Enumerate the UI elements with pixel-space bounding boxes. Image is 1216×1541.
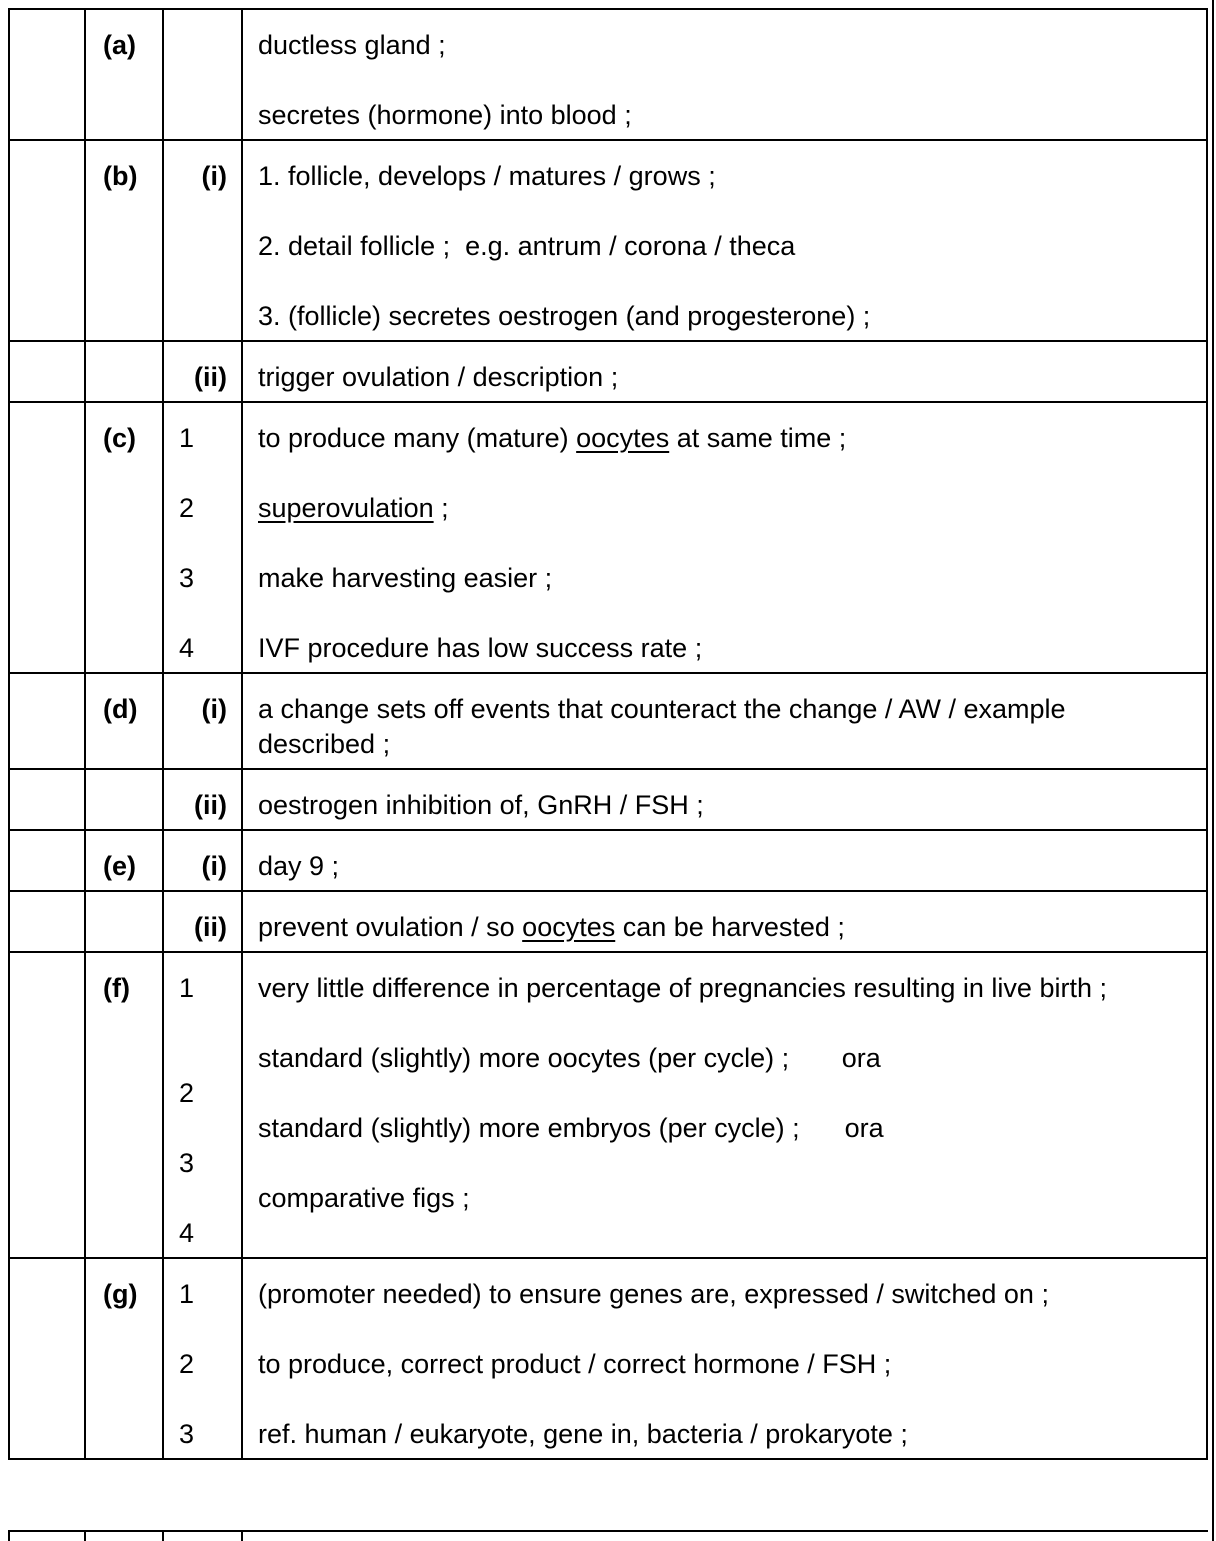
mark-row (9, 402, 1207, 673)
answer-line: to produce, correct product / correct hormone / FSH ; (258, 1349, 892, 1379)
answer-line: secretes (hormone) into blood ; (258, 100, 632, 130)
answer-cell (242, 952, 1207, 1258)
answer-line: prevent ovulation / so oocytes can be harvested ; (258, 912, 845, 942)
part-label: (c) (85, 402, 163, 673)
mark-row (9, 769, 1207, 830)
answer-cell (242, 1258, 1207, 1459)
answer-line: comparative figs ; (258, 1183, 470, 1213)
subpart-label: (ii) (163, 769, 242, 830)
question-number-cell (9, 9, 85, 140)
answer-cell (242, 769, 1207, 830)
continuation-rule (8, 1530, 1208, 1532)
answer-line: superovulation ; (258, 493, 449, 523)
point-number: 2 (179, 493, 195, 523)
mark-row (9, 341, 1207, 402)
answer-line: standard (slightly) more embryos (per cycle) ; ora (258, 1113, 884, 1143)
mark-row (9, 952, 1207, 1258)
point-number: 2 (179, 1349, 195, 1379)
question-number-cell (9, 769, 85, 830)
part-label (85, 769, 163, 830)
answer-line: day 9 ; (258, 851, 340, 881)
point-number-cell (163, 1258, 242, 1459)
question-number-cell (9, 952, 85, 1258)
underlined-term: oocytes (522, 912, 616, 942)
mark-scheme-body (9, 9, 1207, 1459)
point-number: 1 (179, 1279, 195, 1309)
point-number-cell (163, 952, 242, 1258)
mark-row (9, 891, 1207, 952)
part-label: (g) (85, 1258, 163, 1459)
answer-line: standard (slightly) more oocytes (per cycle) ; ora (258, 1043, 881, 1073)
part-label: (a) (85, 9, 163, 140)
mark-row (9, 140, 1207, 341)
answer-line: ductless gland ; (258, 30, 446, 60)
page-right-edge-rule (1212, 0, 1214, 1541)
answer-line: make harvesting easier ; (258, 563, 553, 593)
answer-line: IVF procedure has low success rate ; (258, 633, 703, 663)
mark-scheme-table (8, 8, 1208, 1460)
part-label: (b) (85, 140, 163, 341)
underlined-term: oocytes (576, 423, 670, 453)
question-number-cell (9, 402, 85, 673)
question-number-cell (9, 830, 85, 891)
point-number: 4 (179, 633, 195, 663)
answer-cell (242, 140, 1207, 341)
answer-line: 1. follicle, develops / matures / grows ; (258, 161, 716, 191)
column-rule-stub (162, 1532, 164, 1541)
column-rule-stub (84, 1532, 86, 1541)
subpart-label (163, 9, 242, 140)
mark-row (9, 1258, 1207, 1459)
point-number: 4 (179, 1218, 195, 1248)
point-number: 3 (179, 1419, 195, 1449)
answer-line: very little difference in percentage of pregnancies resulting in live birth ; (258, 973, 1107, 1003)
question-number-cell (9, 673, 85, 769)
point-number: 1 (179, 423, 195, 453)
mark-row (9, 830, 1207, 891)
subpart-label: (ii) (163, 341, 242, 402)
answer-line: trigger ovulation / description ; (258, 362, 619, 392)
subpart-label: (i) (163, 673, 242, 769)
point-number: 3 (179, 1148, 195, 1178)
part-label: (f) (85, 952, 163, 1258)
point-number: 2 (179, 1078, 195, 1108)
answer-cell (242, 891, 1207, 952)
mark-row (9, 673, 1207, 769)
column-rule-stub (241, 1532, 243, 1541)
part-label: (e) (85, 830, 163, 891)
point-number-cell (163, 402, 242, 673)
question-number-cell (9, 891, 85, 952)
point-number: 1 (179, 973, 195, 1003)
part-label (85, 891, 163, 952)
answer-cell (242, 9, 1207, 140)
answer-cell (242, 673, 1207, 769)
answer-line: to produce many (mature) oocytes at same time ; (258, 423, 847, 453)
part-label (85, 341, 163, 402)
answer-line: (promoter needed) to ensure genes are, expressed / switched on ; (258, 1279, 1049, 1309)
point-number: 3 (179, 563, 195, 593)
subpart-label: (i) (163, 830, 242, 891)
question-number-cell (9, 140, 85, 341)
answer-cell (242, 341, 1207, 402)
answer-line: a change sets off events that counteract the change / AW / example described ; (258, 694, 1074, 759)
part-label: (d) (85, 673, 163, 769)
underlined-term: superovulation (258, 493, 434, 523)
subpart-label: (i) (163, 140, 242, 341)
answer-line: 3. (follicle) secretes oestrogen (and progesterone) ; (258, 301, 871, 331)
answer-line: oestrogen inhibition of, GnRH / FSH ; (258, 790, 704, 820)
answer-cell (242, 830, 1207, 891)
question-number-cell (9, 341, 85, 402)
subpart-label: (ii) (163, 891, 242, 952)
mark-row (9, 9, 1207, 140)
question-number-cell (9, 1258, 85, 1459)
column-rule-stub (8, 1532, 10, 1541)
answer-line: ref. human / eukaryote, gene in, bacteria / prokaryote ; (258, 1419, 908, 1449)
answer-line: 2. detail follicle ; e.g. antrum / corona / theca (258, 231, 796, 261)
answer-cell (242, 402, 1207, 673)
